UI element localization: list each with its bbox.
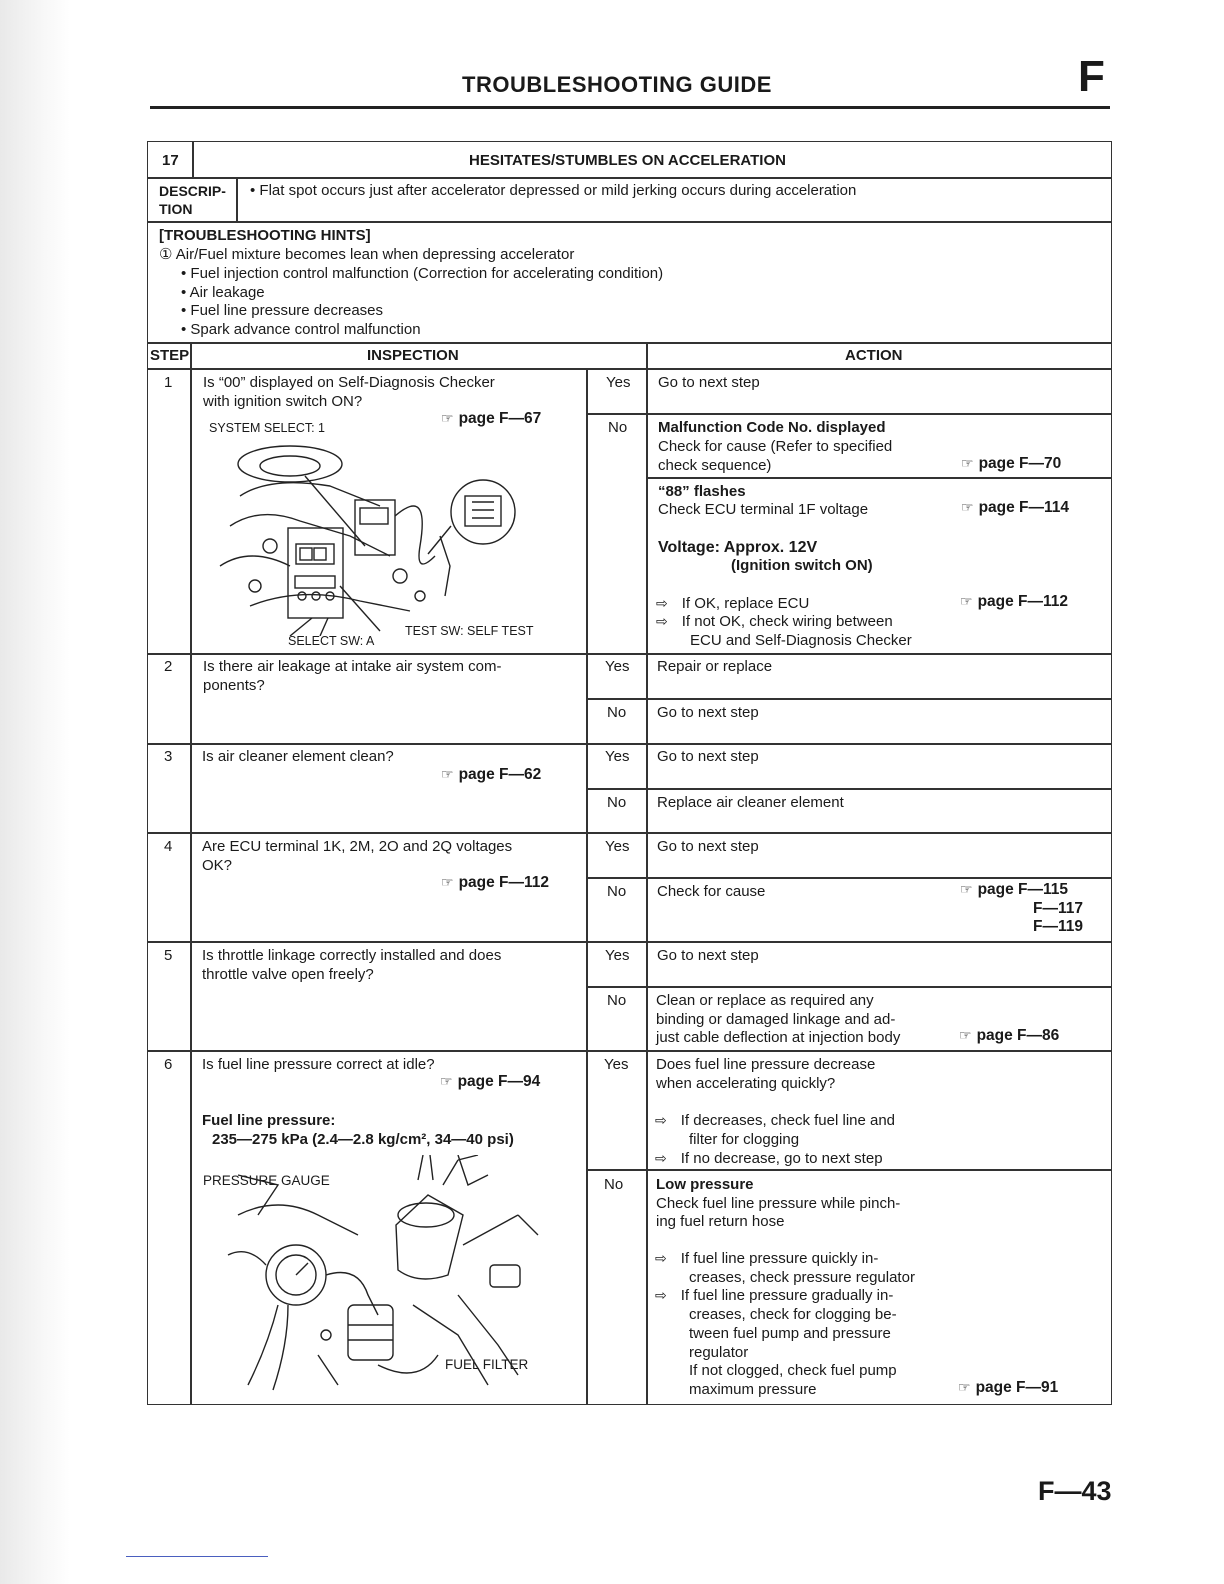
action-text: Repair or replace — [657, 658, 773, 675]
action-text: Check fuel line pressure while pinch- — [656, 1195, 901, 1212]
action-text: Does fuel line pressure decrease — [656, 1056, 876, 1073]
page-reference: ☞ page F—114 — [961, 499, 1070, 516]
voltage-spec: Voltage: Approx. 12V — [658, 539, 818, 556]
inspection-text: Is fuel line pressure correct at idle? — [202, 1056, 435, 1073]
fuel-pressure-gauge-illustration — [218, 1155, 568, 1395]
divider — [192, 141, 194, 177]
page-reference: ☞ page F—115 — [960, 881, 1069, 898]
inspection-text: throttle valve open freely? — [202, 966, 374, 983]
divider — [586, 877, 1112, 879]
divider — [147, 368, 1112, 370]
action-text: Go to next step — [657, 748, 759, 765]
action-text: Check for cause — [657, 883, 766, 900]
pointing-hand-icon: ☞ — [958, 1379, 970, 1395]
divider — [147, 1050, 1112, 1052]
result-no: No — [607, 794, 627, 811]
hints-item: • Spark advance control malfunction — [181, 321, 421, 338]
divider — [586, 368, 588, 1405]
hints-item: • Air leakage — [181, 284, 265, 301]
page-reference: F—117 — [1033, 900, 1083, 917]
inspection-text: with ignition switch ON? — [203, 393, 363, 410]
inspection-text: OK? — [202, 857, 233, 874]
page-reference: ☞ page F—62 — [441, 766, 542, 783]
action-text: Clean or replace as required any — [656, 992, 874, 1009]
arrow-icon: ⇨ — [656, 595, 668, 611]
divider — [236, 177, 238, 221]
action-text: tween fuel pump and pressure — [689, 1325, 891, 1342]
column-header-inspection: INSPECTION — [367, 347, 459, 364]
action-item: ⇨ If fuel line pressure quickly in- — [655, 1250, 879, 1267]
pointing-hand-icon: ☞ — [960, 593, 972, 609]
action-text: creases, check for clogging be- — [689, 1306, 897, 1323]
action-text: If not clogged, check fuel pump — [689, 1362, 897, 1379]
pointing-hand-icon: ☞ — [440, 1073, 452, 1089]
inspection-text: Are ECU terminal 1K, 2M, 2O and 2Q voltages — [202, 838, 513, 855]
page-title: TROUBLESHOOTING GUIDE — [462, 72, 772, 97]
arrow-icon: ⇨ — [655, 1287, 667, 1303]
divider — [147, 653, 1112, 655]
header-rule — [150, 106, 1110, 109]
divider — [586, 698, 1112, 700]
inspection-text: ponents? — [203, 677, 265, 694]
hints-item: • Fuel line pressure decreases — [181, 302, 384, 319]
action-text: Check ECU terminal 1F voltage — [658, 501, 869, 518]
inspection-text: Is there air leakage at intake air system com- — [203, 658, 502, 675]
divider — [147, 743, 1112, 745]
pointing-hand-icon: ☞ — [960, 881, 972, 897]
arrow-icon: ⇨ — [655, 1250, 667, 1266]
action-text: Go to next step — [658, 374, 760, 391]
result-no: No — [607, 704, 627, 721]
action-text: ECU and Self-Diagnosis Checker — [690, 632, 912, 649]
pointing-hand-icon: ☞ — [961, 499, 973, 515]
page-reference: ☞ page F—70 — [961, 455, 1062, 472]
symptom-number: 17 — [162, 152, 179, 169]
page-reference: ☞ page F—67 — [441, 410, 542, 427]
section-letter: F — [1078, 52, 1105, 101]
action-item: ⇨ If not OK, check wiring between — [656, 613, 893, 630]
divider — [586, 1169, 1112, 1171]
pointing-hand-icon: ☞ — [961, 455, 973, 471]
pointing-hand-icon: ☞ — [441, 766, 453, 782]
hints-item: • Fuel injection control malfunction (Correction for accelerating condition) — [181, 265, 664, 282]
action-text: Go to next step — [657, 838, 759, 855]
result-no: No — [608, 419, 628, 436]
action-text: binding or damaged linkage and ad- — [656, 1011, 896, 1028]
step-number: 4 — [164, 838, 173, 855]
page-reference: ☞ page F—91 — [958, 1379, 1059, 1396]
pointing-hand-icon: ☞ — [441, 874, 453, 890]
action-item: ⇨ If OK, replace ECU — [656, 595, 810, 612]
figure-label: SYSTEM SELECT: 1 — [209, 421, 326, 435]
divider — [586, 413, 1112, 415]
action-text: Check for cause (Refer to specified — [658, 438, 893, 455]
arrow-icon: ⇨ — [655, 1150, 667, 1166]
action-text: Go to next step — [657, 704, 759, 721]
action-item: ⇨ If fuel line pressure gradually in- — [655, 1287, 894, 1304]
divider — [586, 986, 1112, 988]
result-yes: Yes — [606, 374, 631, 391]
column-header-step: STEP — [150, 347, 190, 364]
divider — [147, 941, 1112, 943]
footer-rule — [126, 1556, 268, 1557]
step-number: 6 — [164, 1056, 173, 1073]
page-reference: ☞ page F—94 — [440, 1073, 541, 1090]
figure-label: SELECT SW: A — [288, 634, 375, 648]
action-text: Replace air cleaner element — [657, 794, 844, 811]
step-number: 2 — [164, 658, 173, 675]
action-heading: “88” flashes — [658, 483, 746, 500]
action-heading: Low pressure — [656, 1176, 754, 1193]
hints-heading: [TROUBLESHOOTING HINTS] — [159, 227, 371, 244]
action-text: regulator — [689, 1344, 749, 1361]
page-reference: F—119 — [1033, 918, 1083, 935]
action-text: ing fuel return hose — [656, 1213, 785, 1230]
description-label: TION — [159, 201, 193, 217]
divider — [646, 342, 648, 1405]
page-reference: ☞ page F—112 — [960, 593, 1069, 610]
result-yes: Yes — [605, 838, 630, 855]
action-heading: Malfunction Code No. displayed — [658, 419, 886, 436]
figure-label: PRESSURE GAUGE — [203, 1173, 330, 1188]
action-item: ⇨ If decreases, check fuel line and — [655, 1112, 896, 1129]
result-no: No — [607, 992, 627, 1009]
result-no: No — [604, 1176, 624, 1193]
inspection-text: Is “00” displayed on Self-Diagnosis Checker — [203, 374, 495, 391]
inspection-text: Is air cleaner element clean? — [202, 748, 394, 765]
action-text: filter for clogging — [689, 1131, 800, 1148]
description-label: DESCRIP- — [159, 183, 226, 199]
pointing-hand-icon: ☞ — [441, 410, 453, 426]
page-number: F—43 — [1038, 1476, 1112, 1506]
action-text: check sequence) — [658, 457, 772, 474]
inspection-text: Is throttle linkage correctly installed and does — [202, 947, 502, 964]
action-text: just cable deflection at injection body — [656, 1029, 901, 1046]
action-text: creases, check pressure regulator — [689, 1269, 915, 1286]
column-header-action: ACTION — [845, 347, 903, 364]
divider — [646, 477, 1112, 479]
action-text: when accelerating quickly? — [656, 1075, 836, 1092]
action-text: maximum pressure — [689, 1381, 817, 1398]
spec-value: 235—275 kPa (2.4—2.8 kg/cm², 34—40 psi) — [212, 1131, 514, 1148]
spec-heading: Fuel line pressure: — [202, 1112, 336, 1129]
page-reference: ☞ page F—86 — [959, 1027, 1060, 1044]
result-yes: Yes — [605, 947, 630, 964]
description-text: • Flat spot occurs just after accelerator depressed or mild jerking occurs during acceleration — [250, 182, 857, 199]
step-number: 5 — [164, 947, 173, 964]
divider — [190, 342, 192, 1405]
divider — [147, 832, 1112, 834]
arrow-icon: ⇨ — [656, 613, 668, 629]
result-yes: Yes — [605, 658, 630, 675]
self-diagnosis-checker-illustration — [210, 436, 530, 636]
arrow-icon: ⇨ — [655, 1112, 667, 1128]
hints-cause: ① Air/Fuel mixture becomes lean when depressing accelerator — [159, 246, 575, 263]
figure-label: TEST SW: SELF TEST — [405, 624, 534, 638]
action-text: Go to next step — [657, 947, 759, 964]
result-no: No — [607, 883, 627, 900]
step-number: 3 — [164, 748, 173, 765]
scan-shadow — [0, 0, 70, 1584]
action-item: ⇨ If no decrease, go to next step — [655, 1150, 883, 1167]
divider — [147, 342, 1112, 344]
pointing-hand-icon: ☞ — [959, 1027, 971, 1043]
page-reference: ☞ page F—112 — [441, 874, 550, 891]
result-yes: Yes — [605, 748, 630, 765]
step-number: 1 — [164, 374, 173, 391]
divider — [586, 788, 1112, 790]
symptom-title: HESITATES/STUMBLES ON ACCELERATION — [469, 152, 786, 169]
divider — [147, 177, 1112, 179]
voltage-condition: (Ignition switch ON) — [731, 557, 873, 574]
figure-label: FUEL FILTER — [445, 1357, 529, 1372]
result-yes: Yes — [604, 1056, 629, 1073]
divider — [147, 221, 1112, 223]
